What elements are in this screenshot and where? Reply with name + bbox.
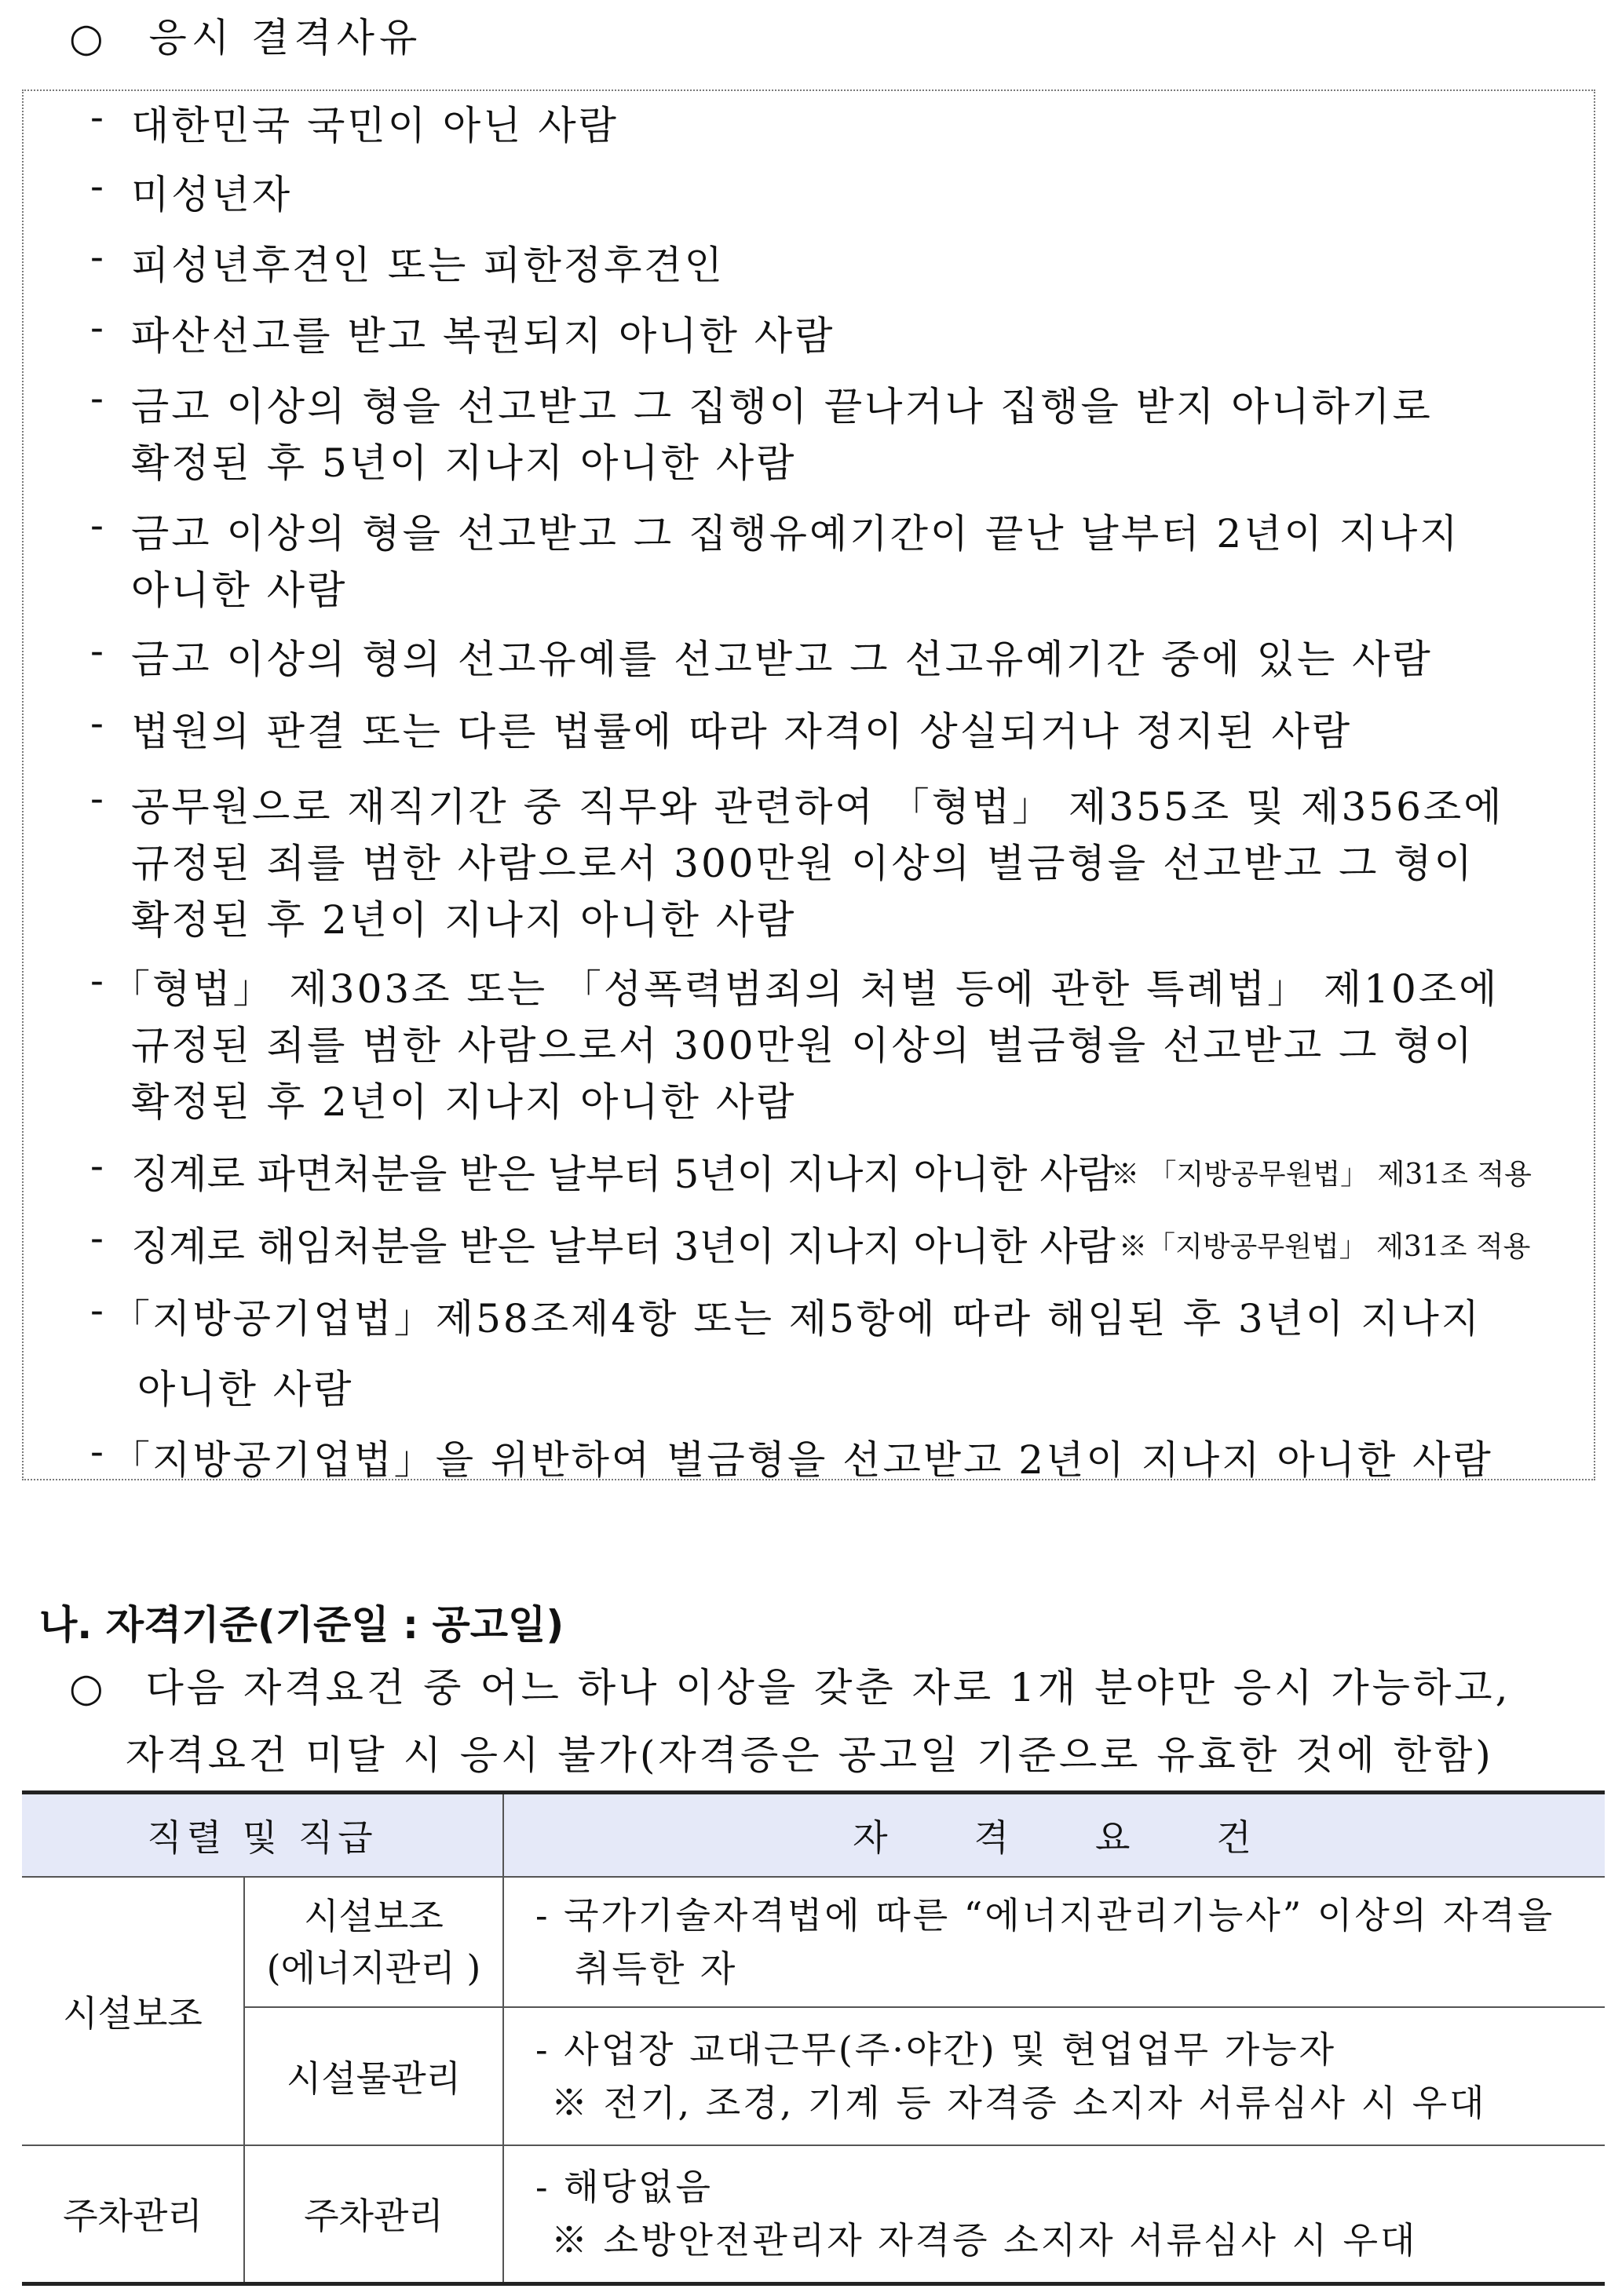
- requirement-cell: - 해당없음 ※ 소방안전관리자 자격증 소지자 서류심사 시 우대: [503, 2145, 1605, 2283]
- section2-body-line: 자격요건 미달 시 응시 불가(자격증은 공고일 기준으로 유효한 것에 한함): [126, 1732, 1494, 1778]
- section1-title: 응시 결격사유: [148, 15, 422, 60]
- table-row: [22, 1877, 1605, 2007]
- table-row: [22, 2007, 1605, 2145]
- section1-heading: [69, 6, 422, 63]
- table-row: [22, 2145, 1605, 2283]
- circle-bullet: ○: [69, 1665, 107, 1710]
- law-note: ※「지방공무원법」 제31조 적용: [1119, 1231, 1531, 1263]
- group-cell: 시설보조: [22, 1877, 244, 2145]
- circle-bullet: ○: [69, 15, 108, 60]
- group-cell: 주차관리: [22, 2145, 244, 2283]
- header-position: 직렬 및 직급: [22, 1793, 503, 1878]
- law-note: ※ 「지방공무원법」 제31조 적용: [1111, 1159, 1532, 1191]
- header-requirements: 자 격 요 건: [503, 1793, 1605, 1878]
- requirement-cell: - 사업장 교대근무(주·야간) 및 현업업무 가능자 ※ 전기, 조경, 기계 등 자격증 소지자 서류심사 시 우대: [503, 2007, 1605, 2145]
- requirement-cell: - 국가기술자격법에 따른 “에너지관리기능사” 이상의 자격을 취득한 자: [503, 1877, 1605, 2007]
- table-header-row: [22, 1793, 1605, 1878]
- qualification-table: [22, 1790, 1605, 2286]
- sub-cell: 주차관리: [244, 2145, 503, 2283]
- sub-cell: 시설물관리: [244, 2007, 503, 2145]
- section2-title: 나. 자격기준(기준일 : 공고일): [39, 1602, 564, 1648]
- section2-body-line: ○ 다음 자격요건 중 어느 하나 이상을 갖춘 자로 1개 분야만 응시 가능하고,: [69, 1665, 1511, 1710]
- sub-cell: 시설보조 (에너지관리 ): [244, 1877, 503, 2007]
